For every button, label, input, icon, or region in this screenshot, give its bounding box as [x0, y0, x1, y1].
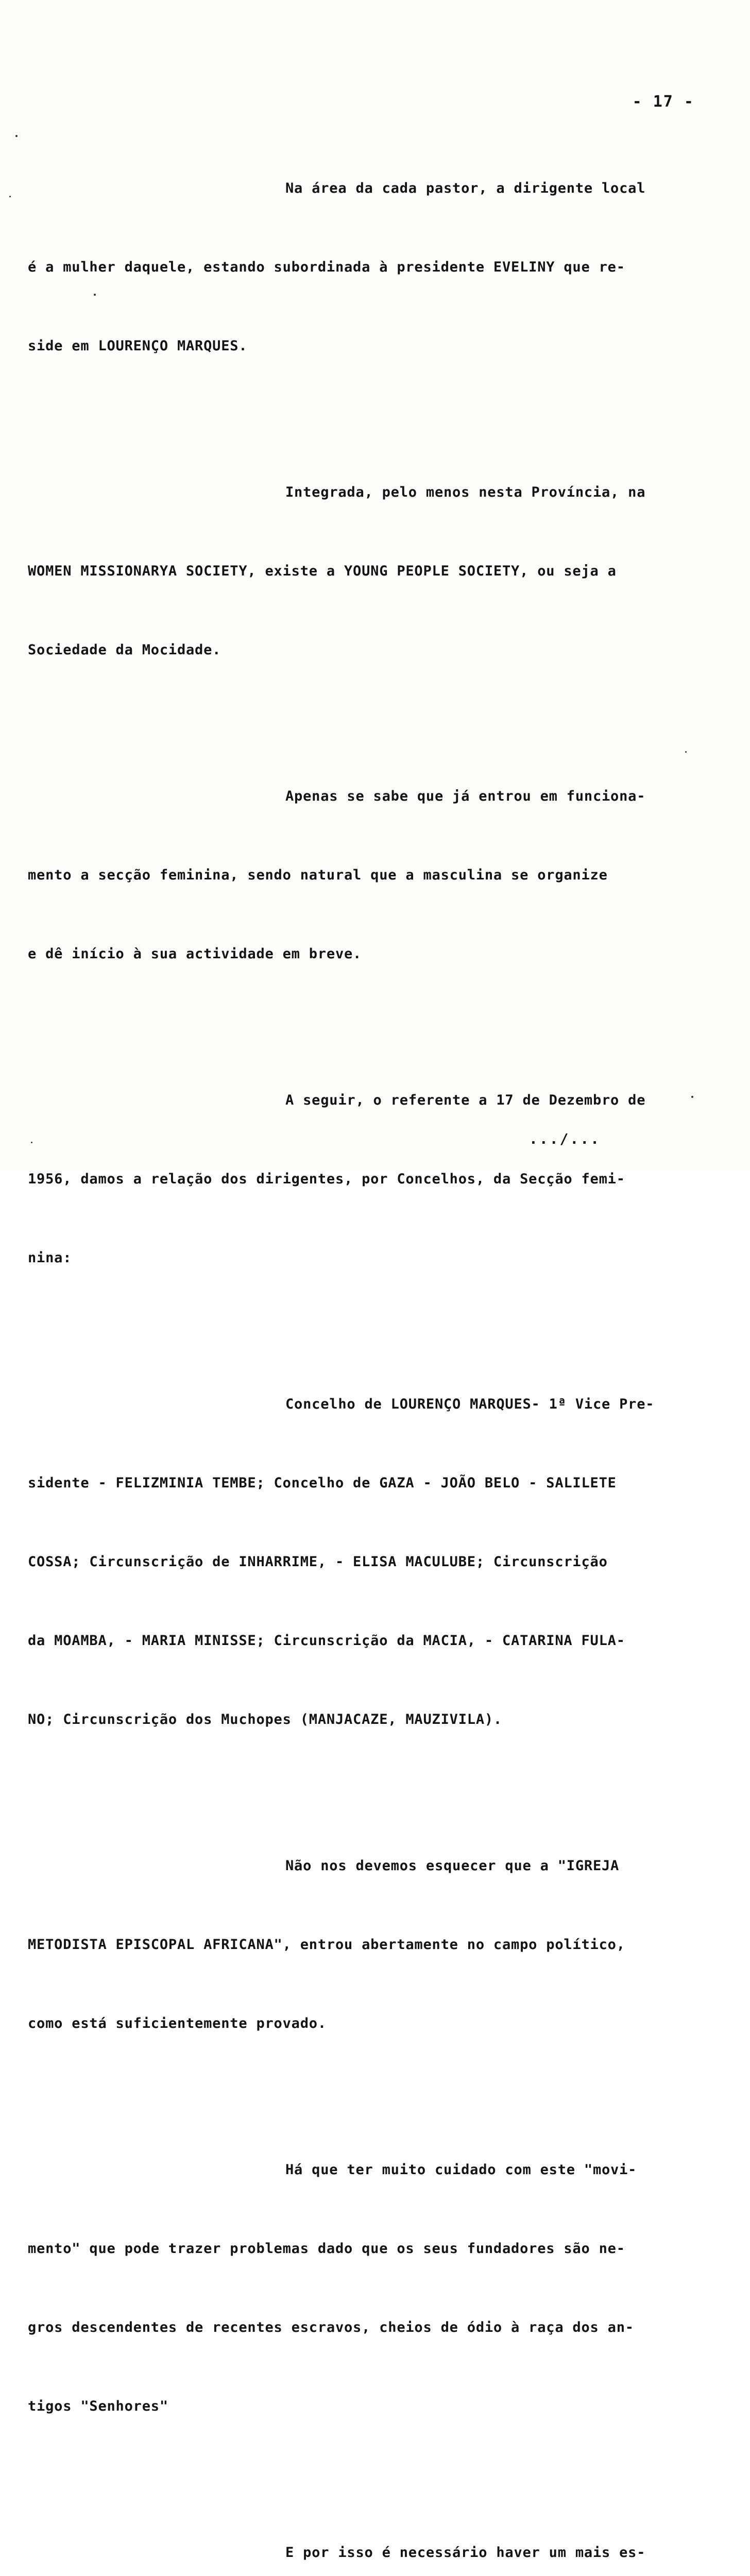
text-line: gros descendentes de recentes escravos, cheios de ódio à raça dos an- — [28, 2319, 634, 2335]
text-line: Sociedade da Mocidade. — [28, 642, 221, 658]
text-line: sidente - FELIZMINIA TEMBE; Concelho de GAZA - JOÃO BELO - SALILETE — [28, 1475, 617, 1491]
text-line: Não nos devemos esquecer que a "IGREJA — [285, 1858, 620, 1874]
text-line: da MOAMBA, - MARIA MINISSE; Circunscrição da MACIA, - CATARINA FULA- — [28, 1633, 625, 1649]
text-line: mento" que pode trazer problemas dado que os seus fundadores são ne- — [28, 2241, 625, 2257]
paragraph-8 — [28, 2487, 697, 2576]
scan-speck — [9, 196, 11, 197]
text-line: Na área da cada pastor, a dirigente local — [285, 180, 646, 196]
text-line: Integrada, pelo menos nesta Província, na — [285, 484, 646, 500]
text-line: 1956, damos a relação dos dirigentes, por Concelhos, da Secção femi- — [28, 1171, 625, 1187]
text-line: WOMEN MISSIONARYA SOCIETY, existe a YOUNG PEOPLE SOCIETY, ou seja a — [28, 563, 617, 579]
scan-speck — [15, 135, 18, 137]
text-line: A seguir, o referente a 17 de Dezembro de — [285, 1092, 646, 1108]
text-line: NO; Circunscrição dos Muchopes (MANJACAZE, MAUZIVILA). — [28, 1711, 502, 1727]
text-line: COSSA; Circunscrição de INHARRIME, - ELISA MACULUBE; Circunscrição — [28, 1554, 608, 1570]
text-line: METODISTA EPISCOPAL AFRICANA", entrou abertamente no campo político, — [28, 1937, 625, 1953]
paragraph-4 — [28, 1035, 697, 1324]
scan-speck — [94, 294, 96, 296]
scan-speck — [685, 751, 687, 753]
document-body — [28, 123, 697, 2576]
paragraph-5 — [28, 1338, 697, 1785]
text-line: e dê início à sua actividade em breve. — [28, 946, 362, 962]
page-number: - 17 - — [632, 93, 694, 111]
text-line: Concelho de LOURENÇO MARQUES- 1ª Vice Pre- — [285, 1396, 655, 1412]
scan-speck — [31, 1142, 32, 1143]
text-line: Apenas se sabe que já entrou em funciona- — [285, 788, 646, 804]
text-line: tigos "Senhores" — [28, 2398, 168, 2414]
text-line: Há que ter muito cuidado com este "movi- — [285, 2162, 637, 2178]
text-line: nina: — [28, 1250, 72, 1266]
text-line: side em LOURENÇO MARQUES. — [28, 338, 248, 354]
text-line: E por isso é necessário haver um mais es- — [285, 2545, 646, 2561]
text-line: mento a secção feminina, sendo natural que a masculina se organize — [28, 867, 608, 883]
paragraph-7 — [28, 2104, 697, 2472]
paragraph-1 — [28, 123, 697, 412]
paragraph-2 — [28, 427, 697, 716]
text-line: como está suficientemente provado. — [28, 2015, 327, 2031]
paragraph-6 — [28, 1800, 697, 2089]
text-line: é a mulher daquele, estando subordinada à presidente EVELINY que re- — [28, 259, 625, 275]
paragraph-3 — [28, 731, 697, 1020]
continuation-mark: .../... — [529, 1130, 601, 1147]
scan-speck — [691, 1096, 693, 1098]
